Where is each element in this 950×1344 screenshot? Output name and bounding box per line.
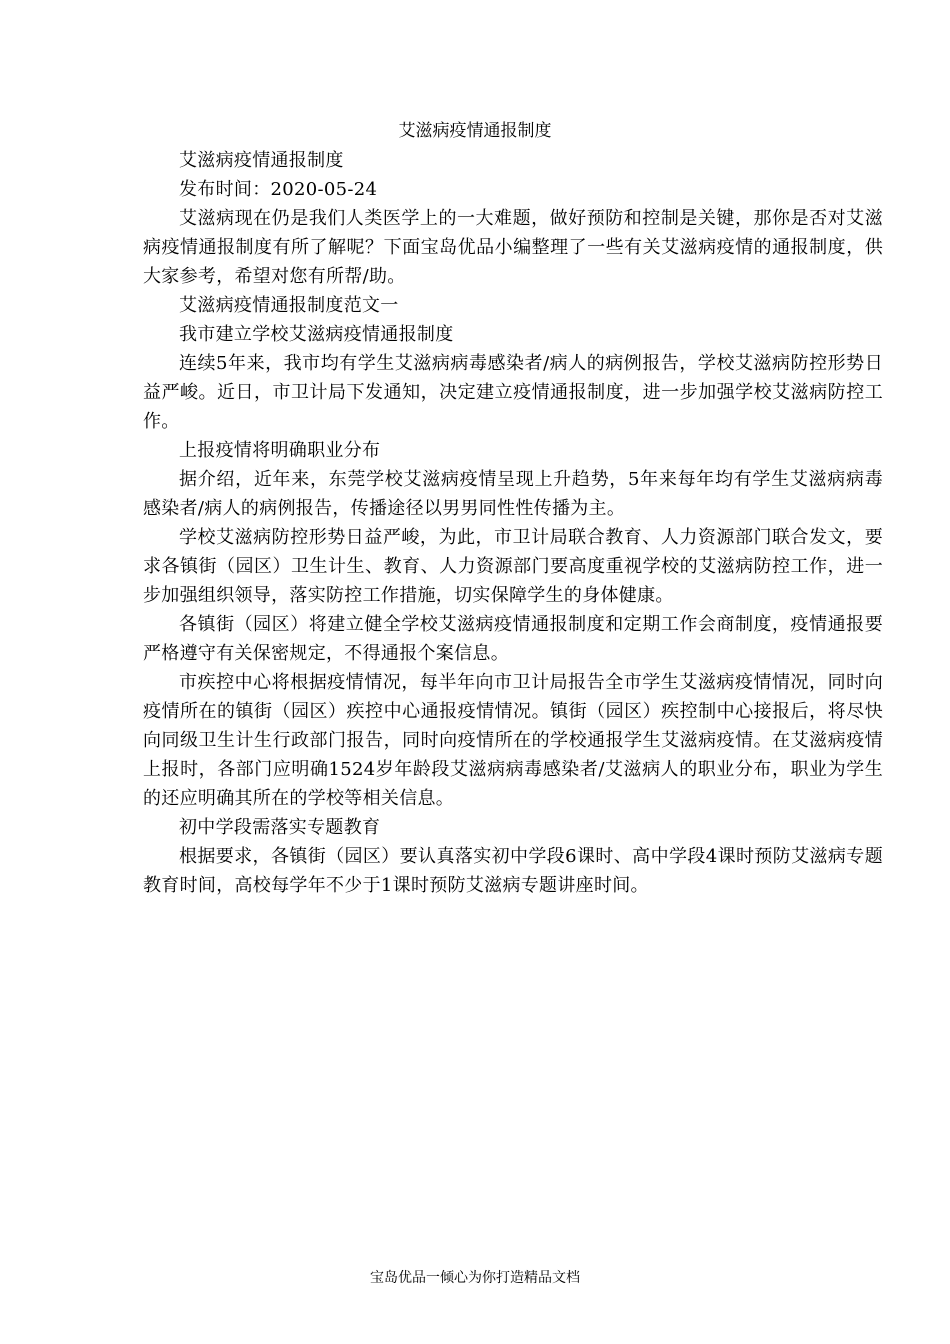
paragraph: 连续5年来，我市均有学生艾滋病病毒感染者/病人的病例报告，学校艾滋病防控形势日益严峻。近日，市卫计局下发通知，决定建立疫情通报制度，进一步加强学校艾滋病防控工作。	[143, 353, 883, 432]
paragraph: 各镇街（园区）将建立健全学校艾滋病疫情通报制度和定期工作会商制度，疫情通报要严格遵守有关保密规定，不得通报个案信息。	[143, 614, 883, 664]
paragraph: 发布时间：2020-05-24	[179, 179, 378, 200]
paragraph: 艾滋病疫情通报制度	[179, 150, 344, 171]
document-body	[143, 146, 883, 900]
page-footer: 宝岛优品一倾心为你打造精品文档	[370, 1270, 580, 1286]
paragraph: 市疾控中心将根据疫情情况，每半年向市卫计局报告全市学生艾滋病疫情情况，同时向疫情所在的镇街（园区）疾控中心通报疫情情况。镇街（园区）疾控制中心接报后，将尽快向同级卫生计生行政部门报告，同时向疫情所在的学校通报学生艾滋病疫情。在艾滋病疫情上报时，各部门应明确1524岁年龄段艾滋病病毒感染者/艾滋病人的职业分布，职业为学生的还应明确其所在的学校等相关信息。	[143, 672, 883, 809]
paragraph: 上报疫情将明确职业分布	[179, 440, 381, 461]
paragraph: 学校艾滋病防控形势日益严峻，为此，市卫计局联合教育、人力资源部门联合发文，要求各镇街（园区）卫生计生、教育、人力资源部门要高度重视学校的艾滋病防控工作，进一步加强组织领导，落实防控工作措施，切实保障学生的身体健康。	[143, 527, 883, 606]
paragraph: 艾滋病疫情通报制度范文一	[179, 295, 399, 316]
paragraph: 根据要求，各镇街（园区）要认真落实初中学段6课时、高中学段4课时预防艾滋病专题教育时间，高校每学年不少于1课时预防艾滋病专题讲座时间。	[143, 846, 883, 896]
paragraph: 我市建立学校艾滋病疫情通报制度	[179, 324, 454, 345]
document-title: 艾滋病疫情通报制度	[398, 121, 552, 141]
paragraph: 艾滋病现在仍是我们人类医学上的一大难题，做好预防和控制是关键，那你是否对艾滋病疫情通报制度有所了解呢？下面宝岛优品小编整理了一些有关艾滋病疫情的通报制度，供大家参考，希望对您有所帮/助。	[143, 208, 883, 287]
paragraph: 据介绍，近年来，东莞学校艾滋病疫情呈现上升趋势，5年来每年均有学生艾滋病病毒感染者/病人的病例报告，传播途径以男男同性性传播为主。	[143, 469, 883, 519]
paragraph: 初中学段需落实专题教育	[179, 817, 381, 838]
